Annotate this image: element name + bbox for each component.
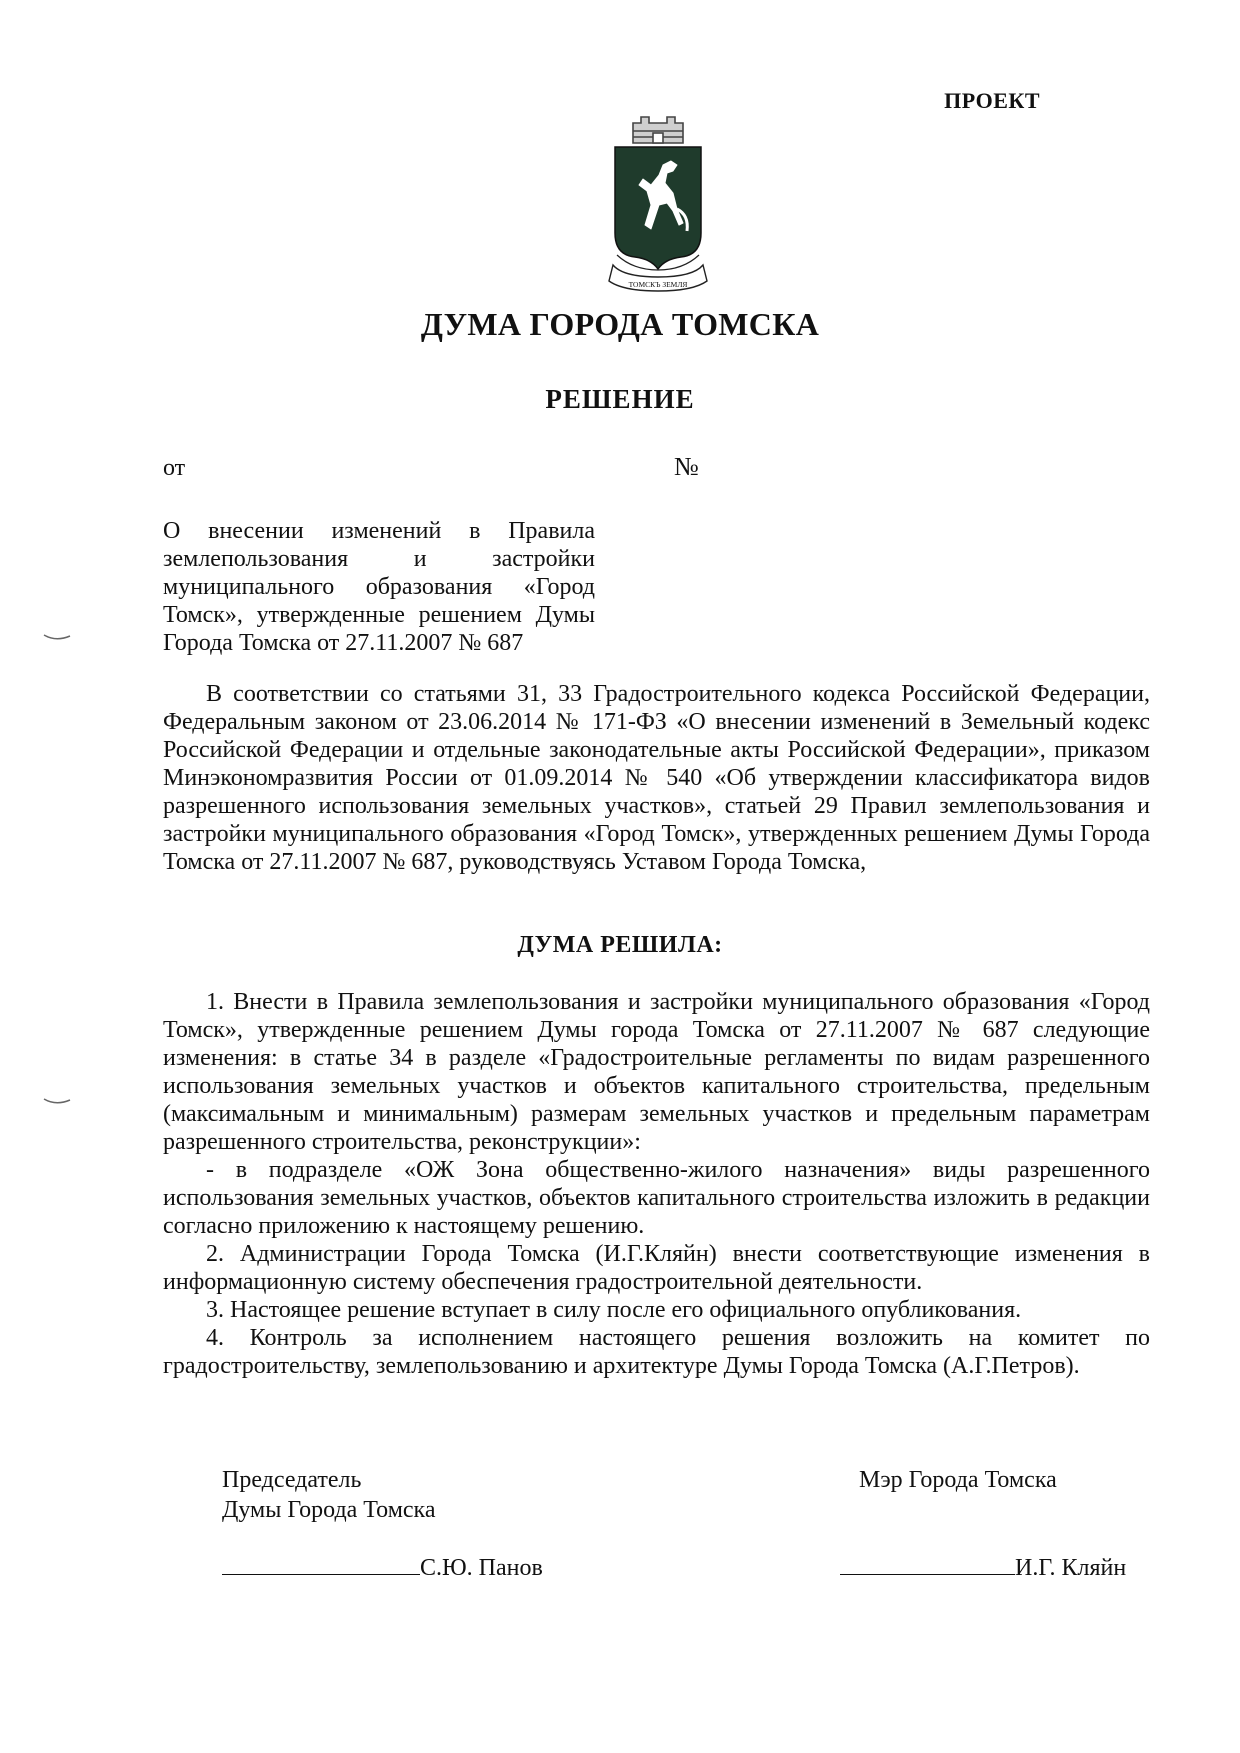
motto-text: ТОМСКЪ ЗЕМЛЯ bbox=[628, 280, 688, 289]
scan-margin-mark bbox=[42, 1097, 72, 1107]
preamble bbox=[163, 680, 1150, 876]
document-type: РЕШЕНИЕ bbox=[545, 384, 695, 414]
date-label: от bbox=[163, 455, 186, 481]
chairman-signature-line bbox=[222, 1554, 543, 1582]
decision-item-3: 3. Настоящее решение вступает в силу после его официального опубликования. bbox=[206, 1297, 1022, 1323]
signature-blank bbox=[840, 1554, 1015, 1575]
draft-stamp: ПРОЕКТ bbox=[944, 88, 1040, 113]
signature-mayor bbox=[859, 1465, 1057, 1495]
decision-item-1: 1. Внести в Правила землепользования и застройки муниципального образования «Город Томск», утвержденные решением Думы города Томска от 27.11.2007 № 687 следующие изменения: в статье 34 в разделе «Градостроительные регламенты по видам разрешенного использования земельных участков и объектов капитального строительства, предельным (максимальным и минимальным) размерам земельных участков и предельным параметрам разрешенного строительства, реконструкции»: bbox=[163, 989, 1150, 1155]
decision-heading: ДУМА РЕШИЛА: bbox=[517, 932, 723, 958]
tower-crown bbox=[633, 117, 683, 143]
number-label: № bbox=[674, 452, 699, 481]
mayor-signature-line bbox=[840, 1554, 1126, 1582]
chairman-name: С.Ю. Панов bbox=[420, 1555, 543, 1581]
document-subject: О внесении изменений в Правила землепользования и застройки муниципального образования «Город Томск», утвержденные решением Думы Города Томска от 27.11.2007 № 687 bbox=[163, 518, 595, 656]
decision-item-4: 4. Контроль за исполнением настоящего решения возложить на комитет по градостроительству, землепользованию и архитектуре Думы Города Томска (А.Г.Петров). bbox=[163, 1325, 1150, 1379]
preamble-text: В соответствии со статьями 31, 33 Градостроительного кодекса Российской Федерации, Федеральным законом от 23.06.2014 № 171-ФЗ «О внесении изменений в Земельный кодекс Российской Федерации и отдельные законодательные акты Российской Федерации», приказом Минэкономразвития России от 01.09.2014 № 540 «Об утверждении классификатора видов разрешенного использования земельных участков», статьей 29 Правил землепользования и застройки муниципального образования «Город Томск», утвержденных решением Думы Города Томска от 27.11.2007 № 687, руководствуясь Уставом Города Томска, bbox=[163, 681, 1150, 875]
signature-chairman bbox=[222, 1465, 436, 1525]
organization-title: ДУМА ГОРОДА ТОМСКА bbox=[420, 306, 820, 342]
chairman-title-line2: Думы Города Томска bbox=[222, 1497, 436, 1523]
mayor-name: И.Г. Кляйн bbox=[1015, 1555, 1127, 1581]
decision-item-1-sub: - в подразделе «ОЖ Зона общественно-жилого назначения» виды разрешенного использования земельных участков, объектов капитального строительства изложить в редакции согласно приложению к настоящему решению. bbox=[163, 1157, 1150, 1239]
scan-margin-mark bbox=[42, 633, 72, 643]
signature-blank bbox=[222, 1554, 420, 1575]
city-coat-of-arms bbox=[603, 105, 713, 295]
chairman-title-line1: Председатель bbox=[222, 1467, 362, 1493]
decision-item-2: 2. Администрации Города Томска (И.Г.Кляйн) внести соответствующие изменения в информационную систему обеспечения градостроительной деятельности. bbox=[163, 1241, 1150, 1295]
mayor-title: Мэр Города Томска bbox=[859, 1467, 1057, 1493]
decision-items bbox=[163, 988, 1150, 1380]
